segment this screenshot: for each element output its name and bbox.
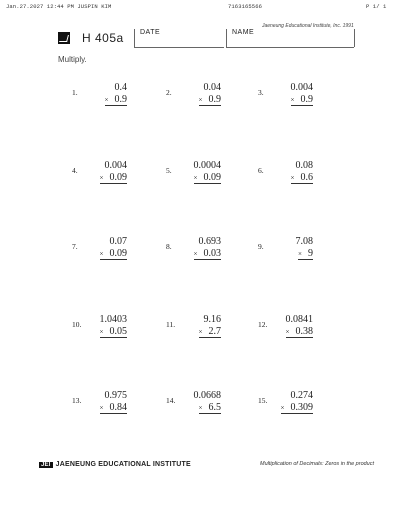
multiplier-row — [199, 326, 221, 338]
problem-number: 11. — [166, 320, 176, 329]
problem-14 — [166, 390, 246, 418]
problem-number: 2. — [166, 88, 172, 97]
fax-header-page: P 1/ 1 — [366, 3, 387, 10]
problem-12 — [258, 314, 338, 342]
multiplicand: 0.274 — [290, 390, 313, 401]
problem-1 — [72, 82, 152, 110]
multiplier: 0.9 — [208, 94, 221, 105]
times-icon: × — [198, 404, 203, 412]
multiplier-row — [100, 402, 127, 414]
times-icon: × — [198, 328, 203, 336]
times-icon: × — [285, 328, 290, 336]
multiplier-row — [105, 94, 127, 106]
footer-title: Multiplication of Decimals: Zeros in the product — [260, 461, 375, 467]
multiplicand: 0.04 — [203, 82, 221, 93]
problem-7 — [72, 236, 152, 264]
multiplier-row — [286, 326, 313, 338]
problem-number: 5. — [166, 166, 172, 175]
multiplicand: 0.0841 — [285, 314, 313, 325]
problem-number: 1. — [72, 88, 78, 97]
multiplicand: 0.08 — [295, 160, 313, 171]
multiplicand: 1.0403 — [99, 314, 127, 325]
multiplicand: 0.004 — [104, 160, 127, 171]
times-icon: × — [298, 250, 302, 258]
times-icon: × — [104, 96, 109, 104]
multiplier-row — [298, 248, 313, 260]
multiplier: 2.7 — [208, 326, 221, 337]
problem-2 — [166, 82, 246, 110]
multiplicand: 0.07 — [109, 236, 127, 247]
times-icon: × — [99, 250, 104, 258]
problem-number: 6. — [258, 166, 264, 175]
problem-number: 10. — [72, 320, 82, 329]
times-icon: × — [99, 404, 104, 412]
fax-header-number: 7163165566 — [228, 3, 263, 10]
multiplier: 0.38 — [295, 326, 313, 337]
multiplicand: 7.08 — [295, 236, 313, 247]
multiplier-row — [100, 172, 127, 184]
multiplier-row — [281, 402, 313, 414]
instruction-text: Multiply. — [58, 55, 87, 64]
multiplier-row — [199, 402, 221, 414]
name-divider — [226, 29, 227, 47]
problem-6 — [258, 160, 338, 188]
problem-3 — [258, 82, 338, 110]
problem-number: 13. — [72, 396, 82, 405]
footer-brand — [39, 461, 191, 468]
multiplicand: 0.004 — [290, 82, 313, 93]
problem-number: 8. — [166, 242, 172, 251]
multiplier-row — [291, 94, 313, 106]
problem-13 — [72, 390, 152, 418]
problem-number: 15. — [258, 396, 268, 405]
multiplier-row — [100, 248, 127, 260]
jei-logo-icon — [58, 32, 70, 44]
multiplier: 0.09 — [203, 172, 221, 183]
multiplier-row — [100, 326, 127, 338]
multiplier: 0.6 — [300, 172, 313, 183]
multiplier-row — [194, 172, 221, 184]
multiplier: 0.09 — [109, 248, 127, 259]
problem-4 — [72, 160, 152, 188]
multiplier-row — [199, 94, 221, 106]
multiplier: 0.84 — [109, 402, 127, 413]
multiplier-row — [194, 248, 221, 260]
multiplier: 0.03 — [203, 248, 221, 259]
problem-11 — [166, 314, 246, 342]
multiplicand: 0.693 — [198, 236, 221, 247]
header-right-border — [354, 29, 355, 47]
date-label: DATE — [140, 29, 161, 36]
multiplier: 0.9 — [300, 94, 313, 105]
problem-15 — [258, 390, 338, 418]
multiplicand: 0.0668 — [193, 390, 221, 401]
multiplier: 0.09 — [109, 172, 127, 183]
multiplier-row — [291, 172, 313, 184]
problem-number: 12. — [258, 320, 268, 329]
copyright-notice: Jaeneung Educational Institute, Inc. 1991 — [262, 23, 354, 29]
problem-8 — [166, 236, 246, 264]
footer-brand-mark: JEI — [41, 462, 51, 468]
times-icon: × — [193, 174, 198, 182]
multiplier: 6.5 — [208, 402, 221, 413]
problem-9 — [258, 236, 338, 264]
date-field — [134, 47, 224, 48]
problem-5 — [166, 160, 246, 188]
multiplicand: 0.0004 — [193, 160, 221, 171]
times-icon: × — [290, 174, 295, 182]
problem-10 — [72, 314, 152, 342]
problem-number: 14. — [166, 396, 176, 405]
times-icon: × — [99, 328, 104, 336]
worksheet-code: H 405a — [82, 31, 124, 45]
multiplier: 0.05 — [109, 326, 127, 337]
name-label: NAME — [232, 29, 255, 36]
times-icon: × — [198, 96, 203, 104]
times-icon: × — [280, 404, 285, 412]
multiplicand: 0.4 — [114, 82, 127, 93]
multiplicand: 0.975 — [104, 390, 127, 401]
multiplier: 0.9 — [114, 94, 127, 105]
header-divider — [134, 29, 135, 47]
fax-header-left: Jan.27.2027 12:44 PM JUSPIN KIM — [6, 3, 112, 10]
name-field — [226, 47, 354, 48]
times-icon: × — [99, 174, 104, 182]
problem-number: 9. — [258, 242, 264, 251]
multiplicand: 9.16 — [203, 314, 221, 325]
multiplier: 9 — [308, 248, 313, 259]
times-icon: × — [290, 96, 295, 104]
problem-number: 4. — [72, 166, 78, 175]
problem-number: 7. — [72, 242, 78, 251]
footer-brand-name: JAENEUNG EDUCATIONAL INSTITUTE — [55, 461, 191, 468]
problem-number: 3. — [258, 88, 264, 97]
multiplier: 0.309 — [290, 402, 313, 413]
times-icon: × — [193, 250, 198, 258]
